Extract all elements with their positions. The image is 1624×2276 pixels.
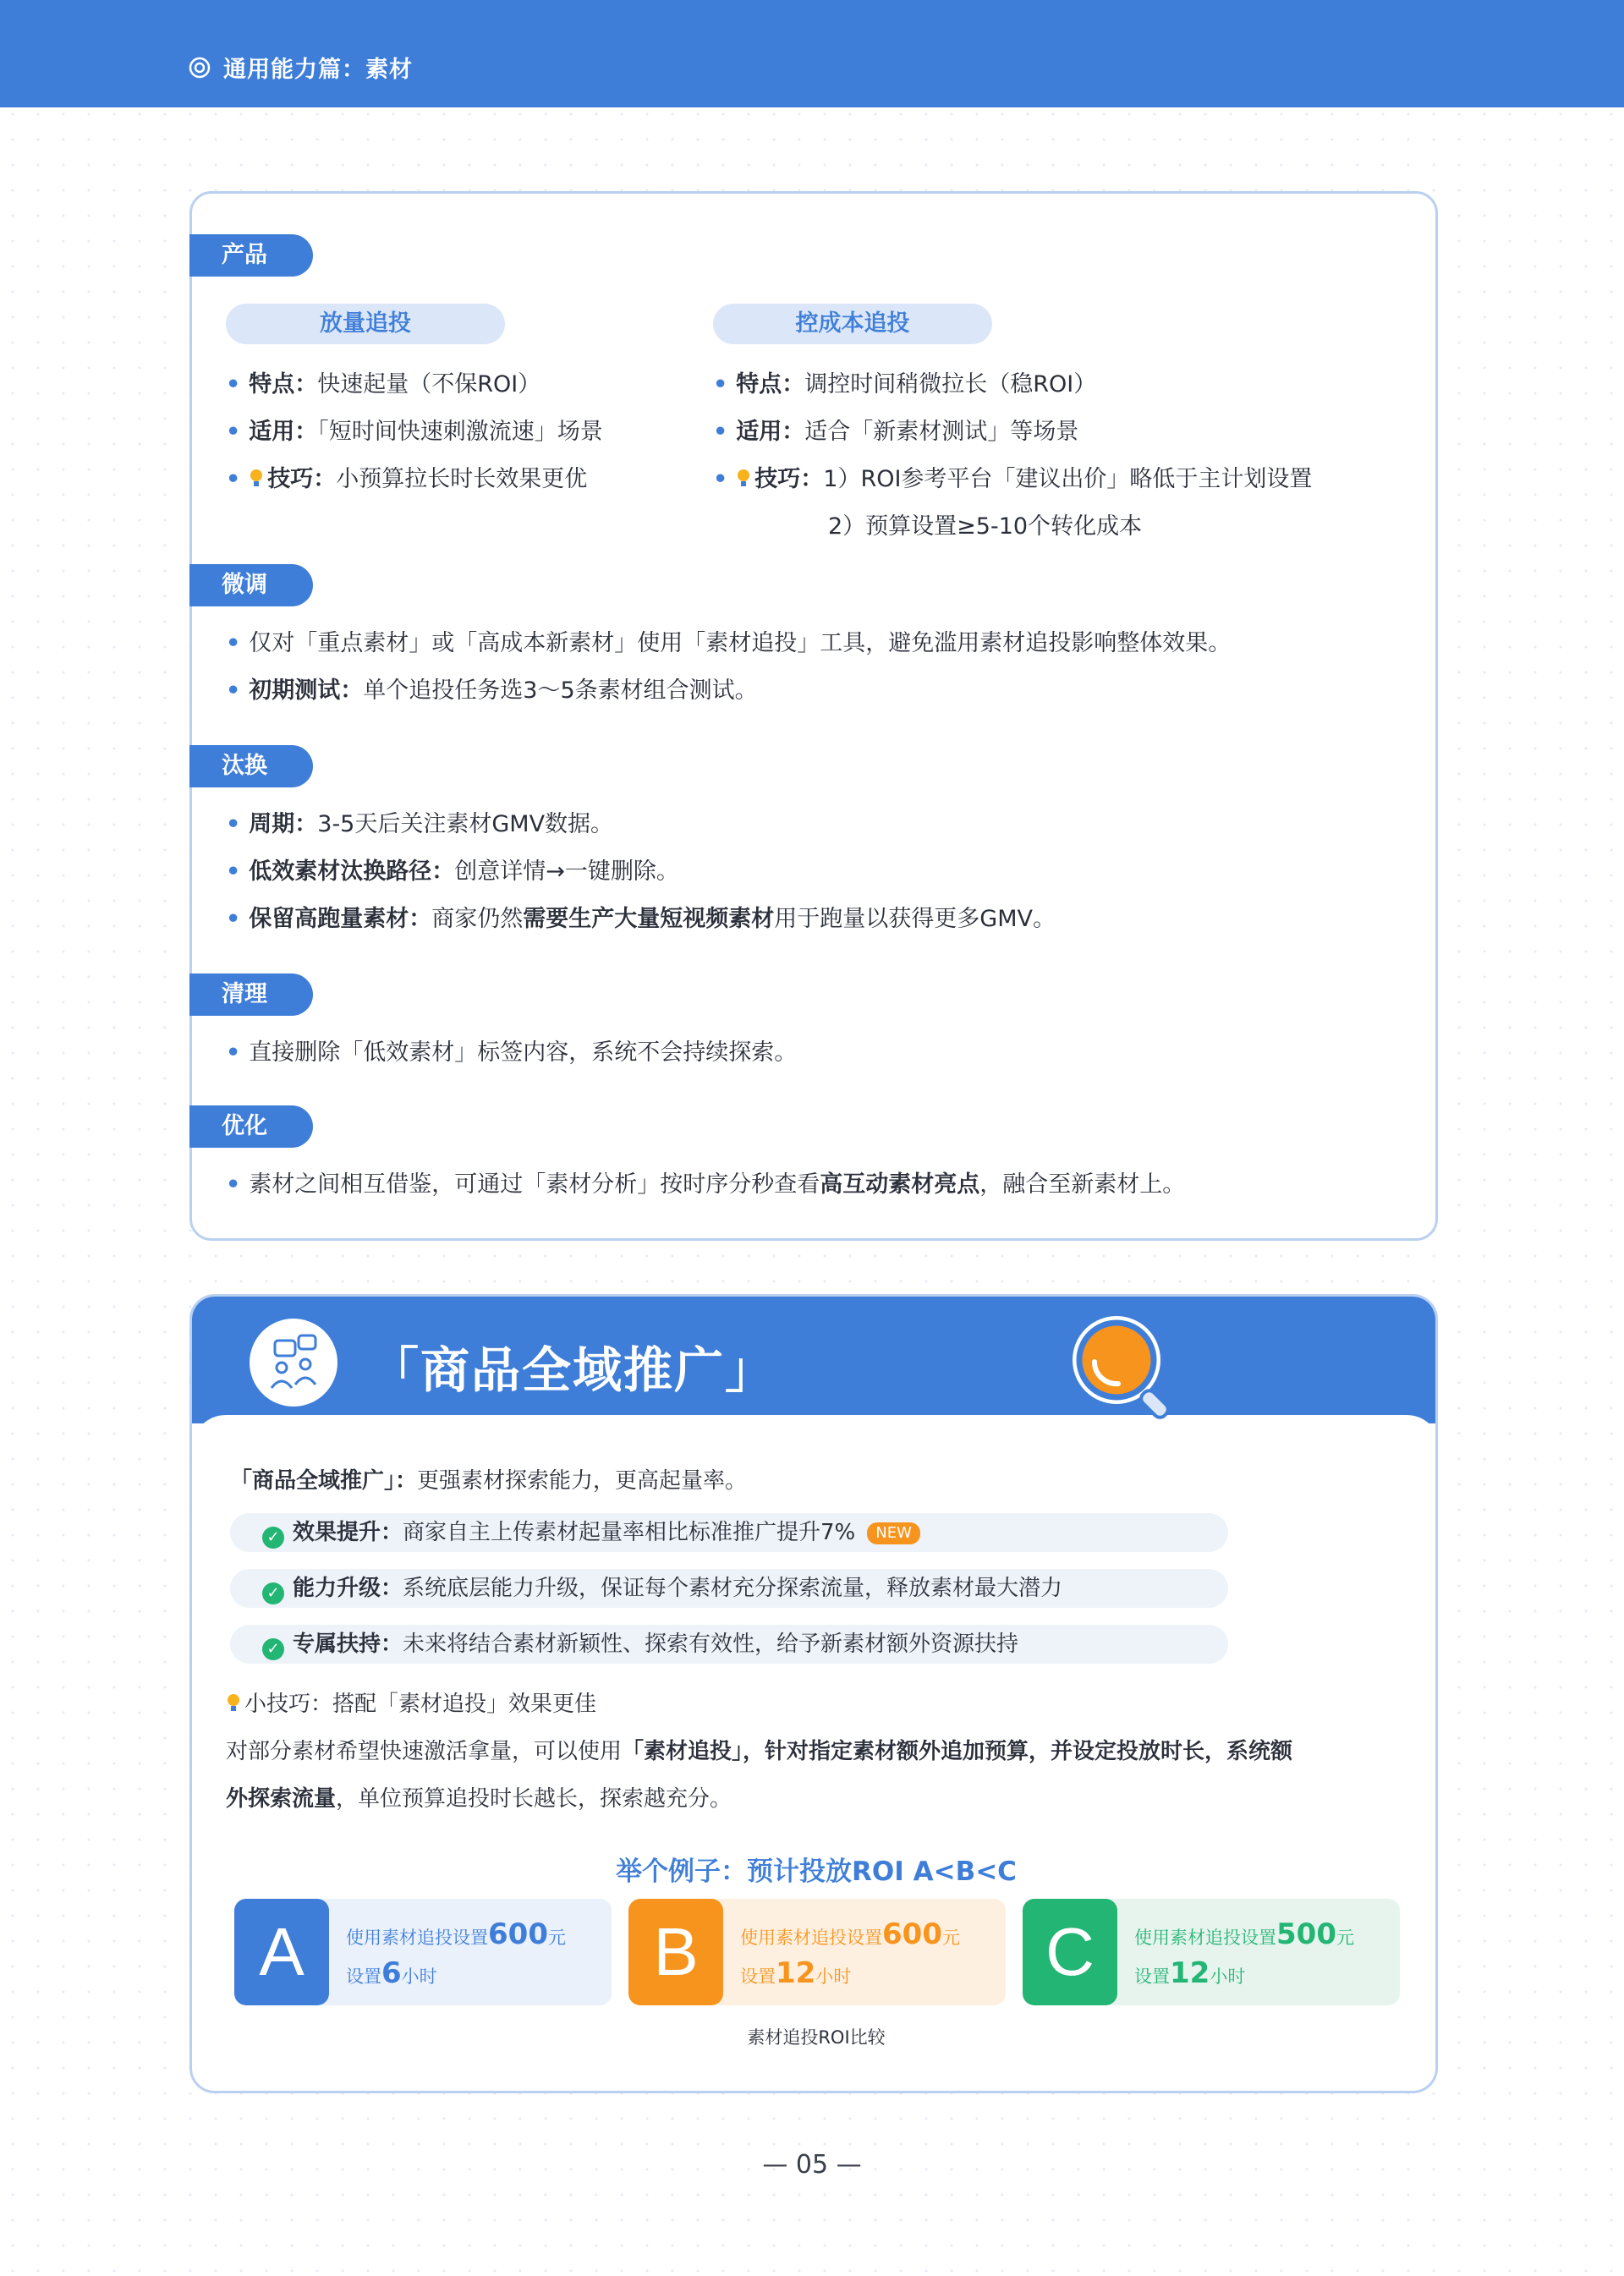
header-title: 通用能力篇：素材 <box>223 57 413 83</box>
lightbulb-icon <box>226 1692 241 1714</box>
magnifier-icon <box>1067 1311 1186 1429</box>
list-item: • 保留高跑量素材：商家仍然需要生产大量短视频素材用于跑量以获得更多GMV。 <box>226 906 1056 932</box>
example-card-a <box>234 1899 612 2005</box>
pill-volume-boost: 放量追投 <box>226 304 505 344</box>
lightbulb-icon <box>249 468 264 490</box>
promo-card <box>189 1294 1438 2093</box>
pill-cost-control: 控成本追投 <box>713 304 992 344</box>
check-icon: ✓ <box>262 1638 284 1660</box>
strategy-card <box>189 191 1438 1241</box>
list-item: • 仅对「重点素材」或「高成本新素材」使用「素材追投」工具，避免滥用素材追投影响整体效果。 <box>226 630 1232 656</box>
promo-intro: 「商品全域推广」：更强素材探索能力，更高起量率。 <box>230 1468 748 1494</box>
example-letter: B <box>628 1899 723 2005</box>
section-tag-optimize: 优化 <box>189 1105 313 1148</box>
example-card-b <box>628 1899 1006 2005</box>
list-item: • 素材之间相互借鉴，可通过「素材分析」按时序分秒查看高互动素材亮点，融合至新素材上。 <box>226 1171 1186 1198</box>
example-hours: 设置12小时 <box>740 1956 852 1990</box>
benefit-effect: ✓ 效果提升：商家自主上传素材起量率相比标准推广提升7% NEW <box>230 1513 1228 1552</box>
benefit-capability: ✓ 能力升级：系统底层能力升级，保证每个素材充分探索流量，释放素材最大潜力 <box>230 1569 1228 1608</box>
header-bar <box>0 0 1624 107</box>
check-icon: ✓ <box>262 1582 284 1604</box>
list-item: • 低效素材汰换路径：创意详情→一键删除。 <box>226 858 679 885</box>
example-letter: A <box>234 1899 329 2005</box>
example-budget: 使用素材追投设置500元 <box>1134 1917 1354 1951</box>
benefit-support: ✓ 专属扶持：未来将结合素材新颖性、探索有效性，给予新素材额外资源扶持 <box>230 1625 1228 1664</box>
list-item: • 特点：调控时间稍微拉长（稳ROI） <box>713 371 1097 398</box>
list-item: • 直接删除「低效素材」标签内容，系统不会持续探索。 <box>226 1039 798 1066</box>
list-item: • 周期：3-5天后关注素材GMV数据。 <box>226 811 614 837</box>
check-icon: ✓ <box>262 1527 284 1549</box>
list-item: • 适用：适合「新素材测试」等场景 <box>713 419 1079 445</box>
example-hours: 设置12小时 <box>1134 1956 1246 1990</box>
example-letter: C <box>1023 1899 1117 2005</box>
new-badge: NEW <box>867 1522 920 1544</box>
list-item: • 技巧：1）ROI参考平台「建议出价」略低于主计划设置 <box>713 466 1313 492</box>
lightbulb-icon <box>736 468 751 490</box>
list-item: • 特点：快速起量（不保ROI） <box>226 371 541 398</box>
people-chat-icon <box>250 1319 337 1407</box>
target-icon <box>188 56 211 80</box>
list-item: • 初期测试：单个追投任务选3～5条素材组合测试。 <box>226 677 758 704</box>
example-budget: 使用素材追投设置600元 <box>346 1917 566 1951</box>
list-item: • 技巧：小预算拉长时长效果更优 <box>226 466 588 492</box>
section-tag-tuning: 微调 <box>189 564 313 606</box>
example-caption: 素材追投ROI比较 <box>747 2027 886 2048</box>
section-tag-cleanup: 清理 <box>189 973 313 1016</box>
tip-line: 小技巧：搭配「素材追投」效果更佳 <box>226 1689 596 1719</box>
example-budget: 使用素材追投设置600元 <box>740 1917 960 1951</box>
promo-card-title: 「商品全域推广」 <box>370 1341 776 1399</box>
page-number: — 05 — <box>762 2150 862 2180</box>
promo-paragraph-line-1: 对部分素材希望快速激活拿量，可以使用「素材追投」，针对指定素材额外追加预算，并设定投放时长，系统额 <box>226 1739 1293 1764</box>
example-hours: 设置6小时 <box>346 1956 437 1990</box>
section-tag-product: 产品 <box>189 234 313 277</box>
list-item: • 适用：「短时间快速刺激流速」场景 <box>226 419 603 445</box>
example-card-c <box>1023 1899 1400 2005</box>
promo-paragraph-line-2: 外探索流量，单位预算追投时长越长，探索越充分。 <box>226 1786 732 1812</box>
list-item-continuation: 2）预算设置≥5-10个转化成本 <box>828 513 1143 540</box>
section-tag-eliminate: 汰换 <box>189 745 313 787</box>
example-title: 举个例子：预计投放ROI A<B<C <box>616 1856 1017 1887</box>
